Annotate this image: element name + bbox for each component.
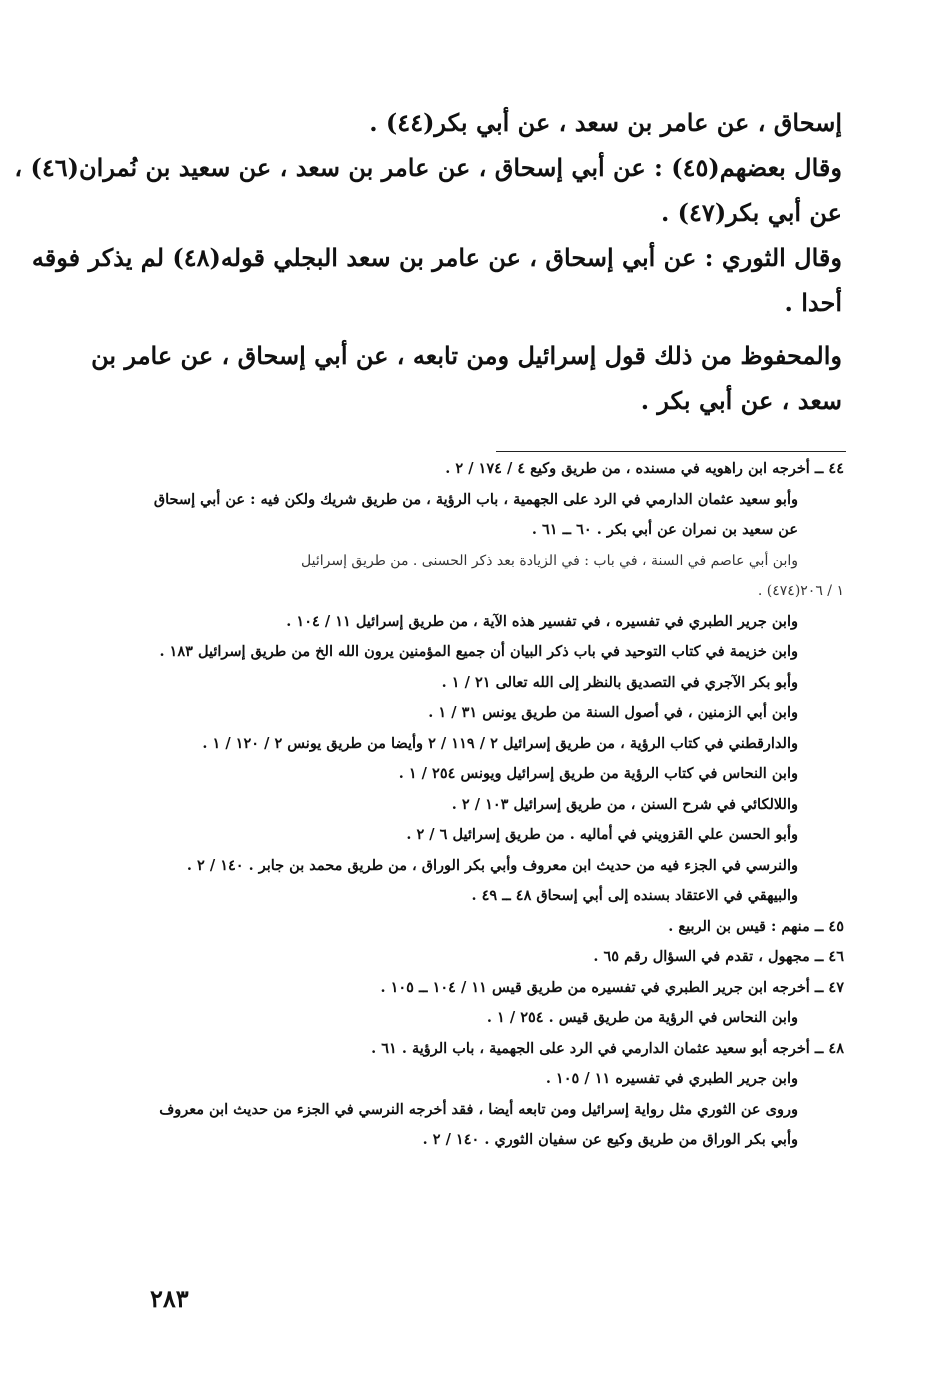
footnote-48: ٤٨ ــ أخرجه أبو سعيد عثمان الدارمي في الرد على الجهمية ، باب الرؤية . ٦١ . (371, 1039, 844, 1057)
footnote-line: وابن النحاس في الرؤية من طريق قيس . ٢٥٤ / ١ . (486, 1009, 798, 1026)
footnote-line: وروى عن الثوري مثل رواية إسرائيل ومن تابعه أيضا ، فقد أخرجه النرسي في الجزء من حديث ابن معروف (159, 1100, 798, 1118)
footnote-line: والنرسي في الجزء فيه من حديث ابن معروف وأبي بكر الوراق ، من طريق محمد بن جابر . ١٤٠ / ٢ . (186, 856, 798, 874)
footnote-line: وابن أبي الزمنين ، في أصول السنة من طريق يونس ٣١ / ١ . (428, 704, 798, 721)
footnote-line: ١ / ٢٠٦(٤٧٤) . (757, 583, 844, 599)
main-line: سعد ، عن أبي بكر . (640, 386, 842, 415)
footnote-line: وابن جرير الطبري في تفسيره ، في تفسير هذه الآية ، من طريق إسرائيل ١١ / ١٠٤ . (286, 612, 798, 630)
footnote-46: ٤٦ ــ مجهول ، تقدم في السؤال رقم ٦٥ . (593, 948, 844, 965)
footnote-line: وابن النحاس في كتاب الرؤية من طريق إسرائيل ويونس ٢٥٤ / ١ . (398, 765, 798, 782)
footnote-line: واللالكائي في شرح السنن ، من طريق إسرائيل ١٠٣ / ٢ . (451, 795, 798, 813)
main-line: أحدا . (784, 288, 842, 317)
footnote-line: وابن أبي عاصم في السنة ، في باب : في الزيادة بعد ذكر الحسنى . من طريق إسرائيل (301, 552, 798, 569)
main-line: وقال بعضهم(٤٥) : عن أبي إسحاق ، عن عامر بن سعد ، عن سعيد بن نُمران(٤٦) ، (14, 153, 842, 182)
footnote-line: عن سعيد بن نمران عن أبي بكر . ٦٠ ــ ٦١ . (531, 521, 798, 538)
footnote-divider (496, 451, 846, 452)
footnote-line: وأبو سعيد عثمان الدارمي في الرد على الجهمية ، باب الرؤية ، من طريق شريك ولكن فيه : عن أبي إسحاق (153, 490, 798, 508)
main-line: عن أبي بكر(٤٧) . (660, 198, 842, 227)
footnote-line: والبيهقي في الاعتقاد بسنده إلى أبي إسحاق ٤٨ ــ ٤٩ . (471, 887, 798, 904)
footnote-44: ٤٤ ــ أخرجه ابن راهويه في مسنده ، من طريق وكيع ٤ / ١٧٤ / ٢ . (445, 460, 844, 477)
footnotes (150, 454, 844, 1156)
main-line: والمحفوظ من ذلك قول إسرائيل ومن تابعه ، عن أبي إسحاق ، عن عامر بن (91, 341, 842, 370)
main-text (14, 100, 842, 423)
footnote-47: ٤٧ ــ أخرجه ابن جرير الطبري في تفسيره من طريق قيس ١١ / ١٠٤ ــ ١٠٥ . (380, 978, 844, 996)
footnote-45: ٤٥ ــ منهم : قيس بن الربيع . (668, 917, 844, 935)
footnote-line: وأبو الحسن علي القزويني في أماليه . من طريق إسرائيل ٦ / ٢ . (406, 826, 798, 843)
main-line: إسحاق ، عن عامر بن سعد ، عن أبي بكر(٤٤) . (369, 108, 842, 137)
footnote-line: والدارقطني في كتاب الرؤية ، من طريق إسرائيل ٢ / ١١٩ / ٢ وأيضا من طريق يونس ٢ / ١٢٠ / ١ . (202, 734, 798, 752)
footnote-line: وابن خزيمة في كتاب التوحيد في باب ذكر البيان أن جميع المؤمنين يرون الله الخ من طريق إسرائيل ١٨٣ . (159, 643, 798, 660)
footnote-line: وابن جرير الطبري في تفسيره ١١ / ١٠٥ . (545, 1070, 798, 1087)
footnote-line: وأبي بكر الوراق من طريق وكيع عن سفيان الثوري . ١٤٠ / ٢ . (422, 1131, 798, 1148)
main-line: وقال الثوري : عن أبي إسحاق ، عن عامر بن سعد البجلي قوله(٤٨) لم يذكر فوقه (31, 243, 842, 272)
page-number: ٢٨٣ (150, 1284, 189, 1313)
footnote-line: وأبو بكر الآجري في التصديق بالنظر إلى الله تعالى ٢١ / ١ . (441, 673, 798, 691)
